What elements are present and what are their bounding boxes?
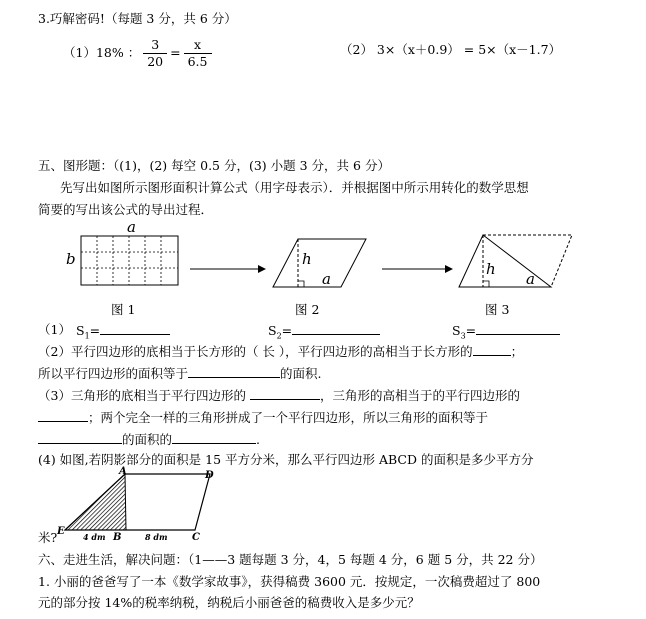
fig4-vertex-d: D xyxy=(205,470,214,481)
q3-problem-2: （2） 3×（x＋0.9） = 5×（x－1.7） xyxy=(340,42,562,57)
q3-title: 3.巧解密码!（每题 3 分，共 6 分） xyxy=(38,11,237,26)
s6-problem-1-line2: 元的部分按 14%的税率纳税，纳税后小丽爸爸的稿费收入是多少元？ xyxy=(38,595,420,610)
fig4-length-bc: 8 dm xyxy=(145,532,168,542)
q5-3-line3: 的面积的 . xyxy=(38,431,260,448)
fig4-vertex-b: B xyxy=(113,532,122,543)
q5-3-blank-2[interactable] xyxy=(38,409,88,422)
q5-2-blank-2[interactable] xyxy=(188,365,280,378)
arrow-right-icon xyxy=(190,265,266,273)
q3-problem-1 xyxy=(63,34,215,72)
formula-s2: $S_2=$ xyxy=(268,322,380,345)
caption-figure-2: 图 2 xyxy=(295,302,320,317)
figure-4-parallelogram-abcd xyxy=(55,466,225,544)
q5-4-end: 米? xyxy=(38,530,58,545)
formula-s3-blank[interactable] xyxy=(476,322,560,335)
fig4-vertex-a: A xyxy=(119,466,127,477)
caption-figure-1: 图 1 xyxy=(111,302,136,317)
fig4-vertex-e: E xyxy=(57,526,65,537)
q5-4-text: (4) 如图,若阴影部分的面积是 15 平方分米，那么平行四边形 ABCD 的面积是多少平方分 xyxy=(38,452,534,467)
fig2-label-a: a xyxy=(322,270,331,288)
caption-figure-3: 图 3 xyxy=(485,302,510,317)
figure-2-parallelogram xyxy=(273,239,366,288)
fig1-label-b: b xyxy=(66,250,76,268)
fig3-label-a: a xyxy=(526,270,535,288)
arrow-right-icon xyxy=(382,265,453,273)
q5-3-line1: （3）三角形的底相当于平行四边形的 ，三角形的高相当于的平行四边形的 xyxy=(38,388,520,403)
formula-s1-blank[interactable] xyxy=(100,322,170,335)
formula-s1: $S_1=$ xyxy=(76,322,170,345)
s6-title: 六、走进生活，解决问题：（1——3 题每题 3 分，4，5 每题 4 分，6 题 5 分，共 22 分） xyxy=(38,552,543,567)
formula-s2-blank[interactable] xyxy=(292,322,380,335)
q5-3-blank-3[interactable] xyxy=(38,431,122,444)
figures-1-3 xyxy=(0,218,646,306)
q5-2-line2: 所以平行四边形的面积等于 的面积. xyxy=(38,366,322,381)
fig3-label-h: h xyxy=(486,260,496,278)
fig4-vertex-c: C xyxy=(192,532,200,543)
figure-3-triangle xyxy=(459,235,572,288)
s6-problem-1-line1: 1. 小丽的爸爸写了一本《数学家故事》，获得稿费 3600 元．按规定，一次稿费超过了 800 xyxy=(38,574,541,589)
s5-title: 五、图形题：（(1)，(2) 每空 0.5 分，(3) 小题 3 分，共 6 分） xyxy=(38,158,390,173)
q5-2-blank-1[interactable] xyxy=(473,343,511,356)
equals-sign: = xyxy=(170,45,181,60)
formula-s3: $S_3=$ xyxy=(452,322,560,345)
s5-intro-line1: 先写出如图所示图形面积计算公式（用字母表示）．并根据图中所示用转化的数学思想 xyxy=(60,180,529,195)
fig1-label-a: a xyxy=(127,218,136,236)
s5-intro-line2: 简要的写出该公式的导出过程． xyxy=(38,202,214,217)
q5-3-blank-4[interactable] xyxy=(172,431,256,444)
q5-2-line1: （2）平行四边形的底相当于长方形的（ 长 ），平行四边形的高相当于长方形的 ； xyxy=(38,344,524,359)
fig4-length-eb: 4 dm xyxy=(83,532,106,542)
q5-3-line2: ；两个完全一样的三角形拼成了一个平行四边形，所以三角形的面积等于 xyxy=(38,409,488,426)
fig2-label-h: h xyxy=(302,250,312,268)
q5-1-label: （1） xyxy=(38,322,71,337)
fraction-3-20: $\frac{3}{20}$ xyxy=(143,37,167,70)
q5-3-blank-1[interactable] xyxy=(250,387,320,400)
fraction-x-6-5: $\frac{x}{6.5}$ xyxy=(184,37,212,70)
figure-1-rectangle xyxy=(66,218,178,285)
q3-p1-label: （1）18% ： xyxy=(63,45,141,60)
